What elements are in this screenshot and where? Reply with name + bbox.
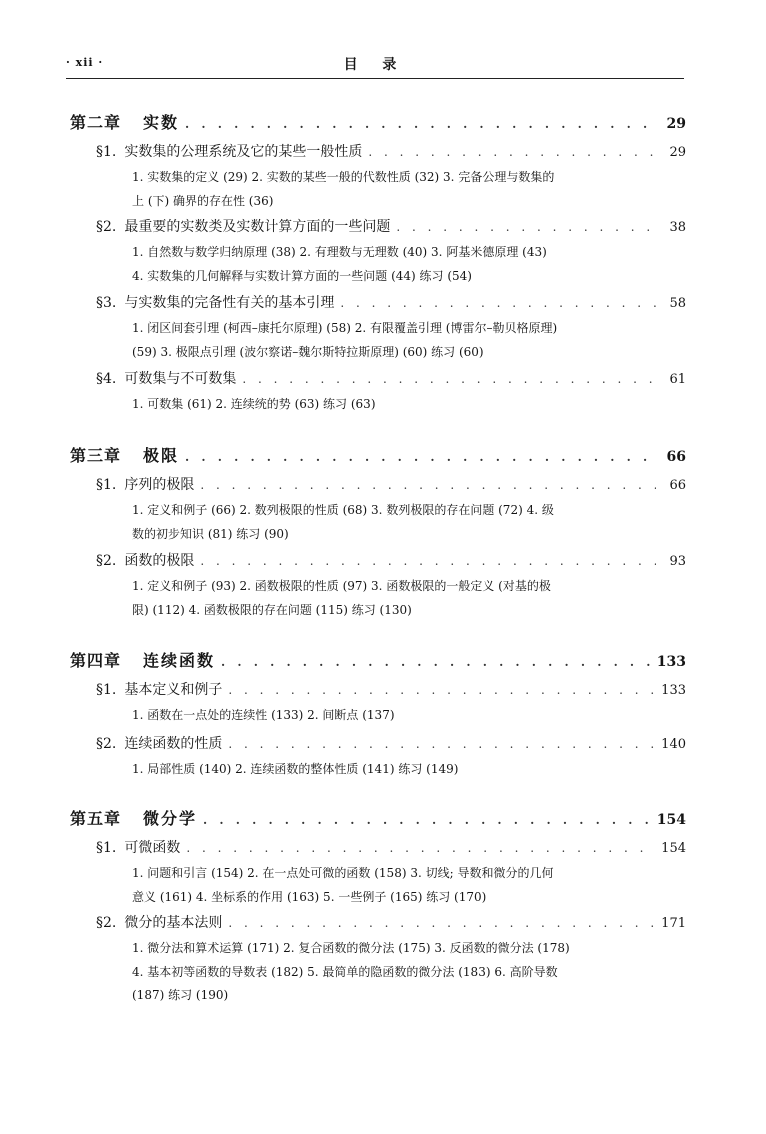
toc-section-5-2[interactable] [96,912,686,932]
subsection-list [132,241,648,288]
section-number: §1. [96,477,117,493]
section-page: 93 [669,554,686,569]
section-number: §1. [96,840,117,856]
section-title: 微分的基本法则 [124,915,223,931]
toc-section-2-1[interactable] [96,141,686,161]
dot-leader [185,117,656,131]
section-number: §4. [96,371,117,387]
subsection-list [132,575,648,622]
section-page: 61 [669,372,686,387]
toc-section-4-1[interactable] [96,679,686,699]
section-page: 29 [669,145,686,160]
subsection-list [132,862,648,909]
page-number: · xii · [66,56,104,69]
section-number: §1. [96,144,117,160]
subsection-line: 意义 (161) 4. 坐标系的作用 (163) 5. 一些例子 (165) 练习 (170) [132,889,487,904]
dot-leader [242,372,656,386]
section-title: 实数集的公理系统及它的某些一般性质 [124,144,363,160]
running-header [66,54,684,76]
section-number: §2. [96,736,117,752]
subsection-line: 1. 自然数与数学归纳原理 (38) 2. 有理数与无理数 (40) 3. 阿基米德原理 (43) [132,245,547,259]
chapter-page: 133 [656,654,686,670]
section-title: 序列的极限 [124,477,195,493]
dot-leader [340,296,656,310]
subsection-list [132,393,648,417]
chapter-title: 微分学 [143,809,198,828]
section-title: 可数集与不可数集 [124,371,237,387]
section-title: 函数的极限 [124,553,195,569]
subsection-line: 1. 函数在一点处的连续性 (133) 2. 间断点 (137) [132,708,395,722]
subsection-line: 1. 定义和例子 (93) 2. 函数极限的性质 (97) 3. 函数极限的一般定义 (对基的极 [132,579,551,593]
section-title: 基本定义和例子 [124,682,223,698]
section-page: 171 [661,916,686,931]
subsection-list [132,317,648,364]
toc-chapter-4[interactable] [70,648,686,671]
subsection-line: 数的初步知识 (81) 练习 (90) [132,526,289,541]
toc-section-3-2[interactable] [96,550,686,570]
page-title: 目 录 [343,57,407,73]
subsection-line: 1. 问题和引言 (154) 2. 在一点处可微的函数 (158) 3. 切线; 导数和微分的几何 [132,866,554,880]
dot-leader [228,916,655,930]
toc-section-2-2[interactable] [96,216,686,236]
header-rule [66,78,684,79]
section-number: §2. [96,553,117,569]
subsection-line: 限) (112) 4. 函数极限的存在问题 (115) 练习 (130) [132,602,412,617]
dot-leader [368,145,656,159]
subsection-line: 1. 定义和例子 (66) 2. 数列极限的性质 (68) 3. 数列极限的存在问题 (72) 4. 级 [132,503,554,517]
toc-section-4-2[interactable] [96,733,686,753]
section-title: 最重要的实数类及实数计算方面的一些问题 [124,219,391,235]
subsection-line: 1. 实数集的定义 (29) 2. 实数的某些一般的代数性质 (32) 3. 完备公理与数集的 [132,170,555,184]
subsection-list [132,166,648,213]
subsection-line: 1. 微分法和算术运算 (171) 2. 复合函数的微分法 (175) 3. 反函数的微分法 (178) [132,941,570,955]
chapter-page: 154 [656,812,686,828]
chapter-number: 第四章 [70,651,122,670]
section-number: §3. [96,295,117,311]
chapter-number: 第五章 [70,809,122,828]
subsection-list [132,937,648,1008]
subsection-line: 4. 基本初等函数的导数表 (182) 5. 最简单的隐函数的微分法 (183) 6. 高阶导数 [132,964,558,979]
toc-section-2-4[interactable] [96,368,686,388]
toc-section-5-1[interactable] [96,837,686,857]
dot-leader [221,655,651,669]
subsection-line: 上 (下) 确界的存在性 (36) [132,193,274,208]
section-page: 154 [661,841,686,856]
dot-leader [396,220,656,234]
section-title: 与实数集的完备性有关的基本引理 [124,295,335,311]
section-title: 可微函数 [124,840,181,856]
dot-leader [203,813,651,827]
chapter-number: 第三章 [70,446,122,465]
section-page: 66 [669,478,686,493]
chapter-number: 第二章 [70,113,122,132]
dot-leader [186,841,655,855]
chapter-title: 实数 [143,113,180,132]
subsection-list [132,758,648,782]
subsection-line: 1. 局部性质 (140) 2. 连续函数的整体性质 (141) 练习 (149) [132,762,459,776]
subsection-line: (187) 练习 (190) [132,988,229,1002]
toc-chapter-3[interactable] [70,443,686,466]
subsection-line: 1. 可数集 (61) 2. 连续统的势 (63) 练习 (63) [132,397,376,411]
chapter-page: 66 [666,449,686,465]
chapter-page: 29 [666,116,686,132]
section-number: §1. [96,682,117,698]
section-number: §2. [96,219,117,235]
toc-chapter-2[interactable] [70,110,686,133]
section-page: 140 [661,737,686,752]
toc-section-3-1[interactable] [96,474,686,494]
chapter-title: 极限 [143,446,180,465]
section-title: 连续函数的性质 [124,736,223,752]
subsection-line: 1. 闭区间套引理 (柯西–康托尔原理) (58) 2. 有限覆盖引理 (博雷尔–勒贝格原理) [132,321,558,335]
subsection-list [132,704,648,728]
toc-chapter-5[interactable] [70,806,686,829]
section-number: §2. [96,915,117,931]
dot-leader [200,478,656,492]
dot-leader [185,450,656,464]
toc-section-2-3[interactable] [96,292,686,312]
chapter-title: 连续函数 [143,651,216,670]
subsection-line: 4. 实数集的几何解释与实数计算方面的一些问题 (44) 练习 (54) [132,268,472,283]
subsection-line: (59) 3. 极限点引理 (波尔察诺–魏尔斯特拉斯原理) (60) 练习 (60) [132,344,484,359]
section-page: 38 [669,220,686,235]
dot-leader [228,737,655,751]
section-page: 58 [669,296,686,311]
subsection-list [132,499,648,546]
dot-leader [228,683,655,697]
section-page: 133 [661,683,686,698]
dot-leader [200,554,656,568]
